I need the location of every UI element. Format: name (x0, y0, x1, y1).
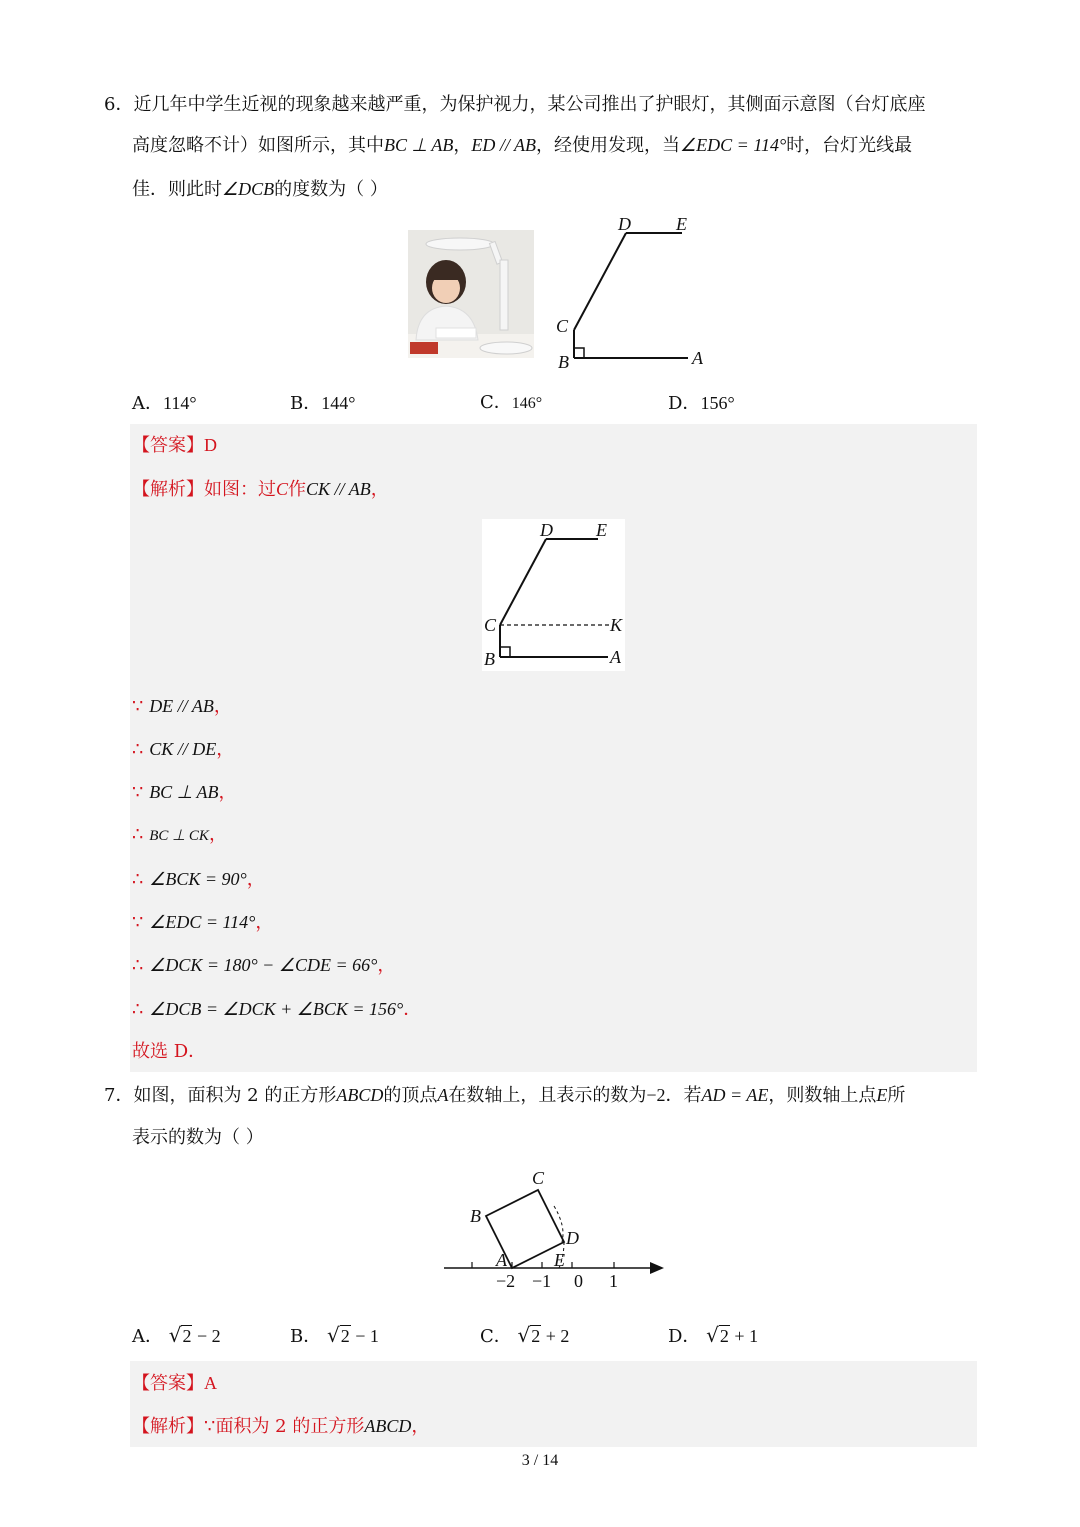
fig1-label-e: E (676, 214, 687, 234)
q7-label-b: B (470, 1206, 481, 1226)
q6-step-8: ∴ ∠DCB = ∠DCK + ∠BCK = 156°． (132, 999, 422, 1020)
q7-analysis: 【解析】∵面积为 2 的正方形ABCD， (132, 1416, 430, 1437)
q6-option-d[interactable]: D．156° (668, 393, 735, 414)
q7-tick-neg1: −1 (532, 1271, 552, 1291)
q6-answer: 【答案】D (132, 435, 217, 456)
q7-label-a: A (496, 1250, 507, 1270)
q6-analysis-figure (482, 519, 625, 671)
fig2-label-d: D (540, 520, 553, 540)
q7-number: 7． (104, 1085, 134, 1106)
q7-option-a[interactable]: A． √2 − 2 (132, 1323, 221, 1347)
q7-option-d[interactable]: D． √2 + 1 (668, 1323, 759, 1347)
q6-number: 6． (104, 94, 134, 115)
q7-line1: 7．如图，面积为 2 的正方形ABCD的顶点A在数轴上，且表示的数为−2．若AD = AE，则数轴上点E所 (104, 1085, 906, 1106)
q6-step-4: ∴ BC ⊥ CK， (132, 824, 227, 845)
fig2-label-c: C (484, 615, 497, 635)
fig1-label-d: D (618, 214, 631, 234)
fig2-label-k: K (610, 615, 623, 635)
q7-option-c[interactable]: C． √2 + 2 (480, 1323, 570, 1347)
fig2-label-e: E (596, 520, 607, 540)
q7-label-d: D (566, 1228, 579, 1248)
q6-option-b[interactable]: B．144° (290, 393, 356, 414)
q6-analysis-intro: 【解析】如图：过C作CK // AB， (132, 479, 389, 500)
q6-line3: 佳．则此时∠DCB的度数为（ ） (132, 179, 388, 200)
fig2-label-b: B (484, 649, 495, 669)
fig1-label-b: B (558, 352, 569, 372)
q7-option-b[interactable]: B． √2 − 1 (290, 1323, 379, 1347)
q7-tick-neg2: −2 (496, 1271, 516, 1291)
q6-step-3: ∵ BC ⊥ AB， (132, 782, 237, 803)
q6-figure (548, 208, 718, 373)
q6-step-7: ∴ ∠DCK = 180° − ∠CDE = 66°， (132, 955, 396, 976)
lamp-photo (408, 230, 534, 358)
q7-tick-1: 1 (609, 1271, 618, 1291)
q6-line2: 高度忽略不计）如图所示，其中BC ⊥ AB，ED // AB，经使用发现，当∠EDC = 114°时，台灯光线最 (132, 135, 913, 156)
q7-figure (438, 1166, 668, 1292)
q6-option-a[interactable]: A．114° (132, 393, 197, 414)
q6-step-2: ∴ CK // DE， (132, 739, 235, 760)
q6-option-c[interactable]: C．146° (480, 392, 543, 413)
fig2-label-a: A (610, 647, 621, 667)
q6-line1: 6．近几年中学生近视的现象越来越严重，为保护视力，某公司推出了护眼灯，其侧面示意图（台灯底座 (104, 94, 926, 115)
q6-step-1: ∵ DE // AB， (132, 696, 232, 717)
q6-step-5: ∴ ∠BCK = 90°， (132, 869, 265, 890)
q7-line2: 表示的数为（ ） (132, 1127, 264, 1148)
fig1-label-c: C (556, 316, 569, 336)
q7-tick-0: 0 (574, 1271, 583, 1291)
q7-answer: 【答案】A (132, 1373, 217, 1394)
q7-label-e: E (554, 1250, 565, 1270)
page-number: 3 / 14 (521, 1452, 559, 1469)
q6-step-6: ∵ ∠EDC = 114°， (132, 912, 274, 933)
fig1-label-a: A (692, 348, 703, 368)
q6-conclusion: 故选 D． (132, 1041, 207, 1062)
q7-label-c: C (532, 1168, 545, 1188)
